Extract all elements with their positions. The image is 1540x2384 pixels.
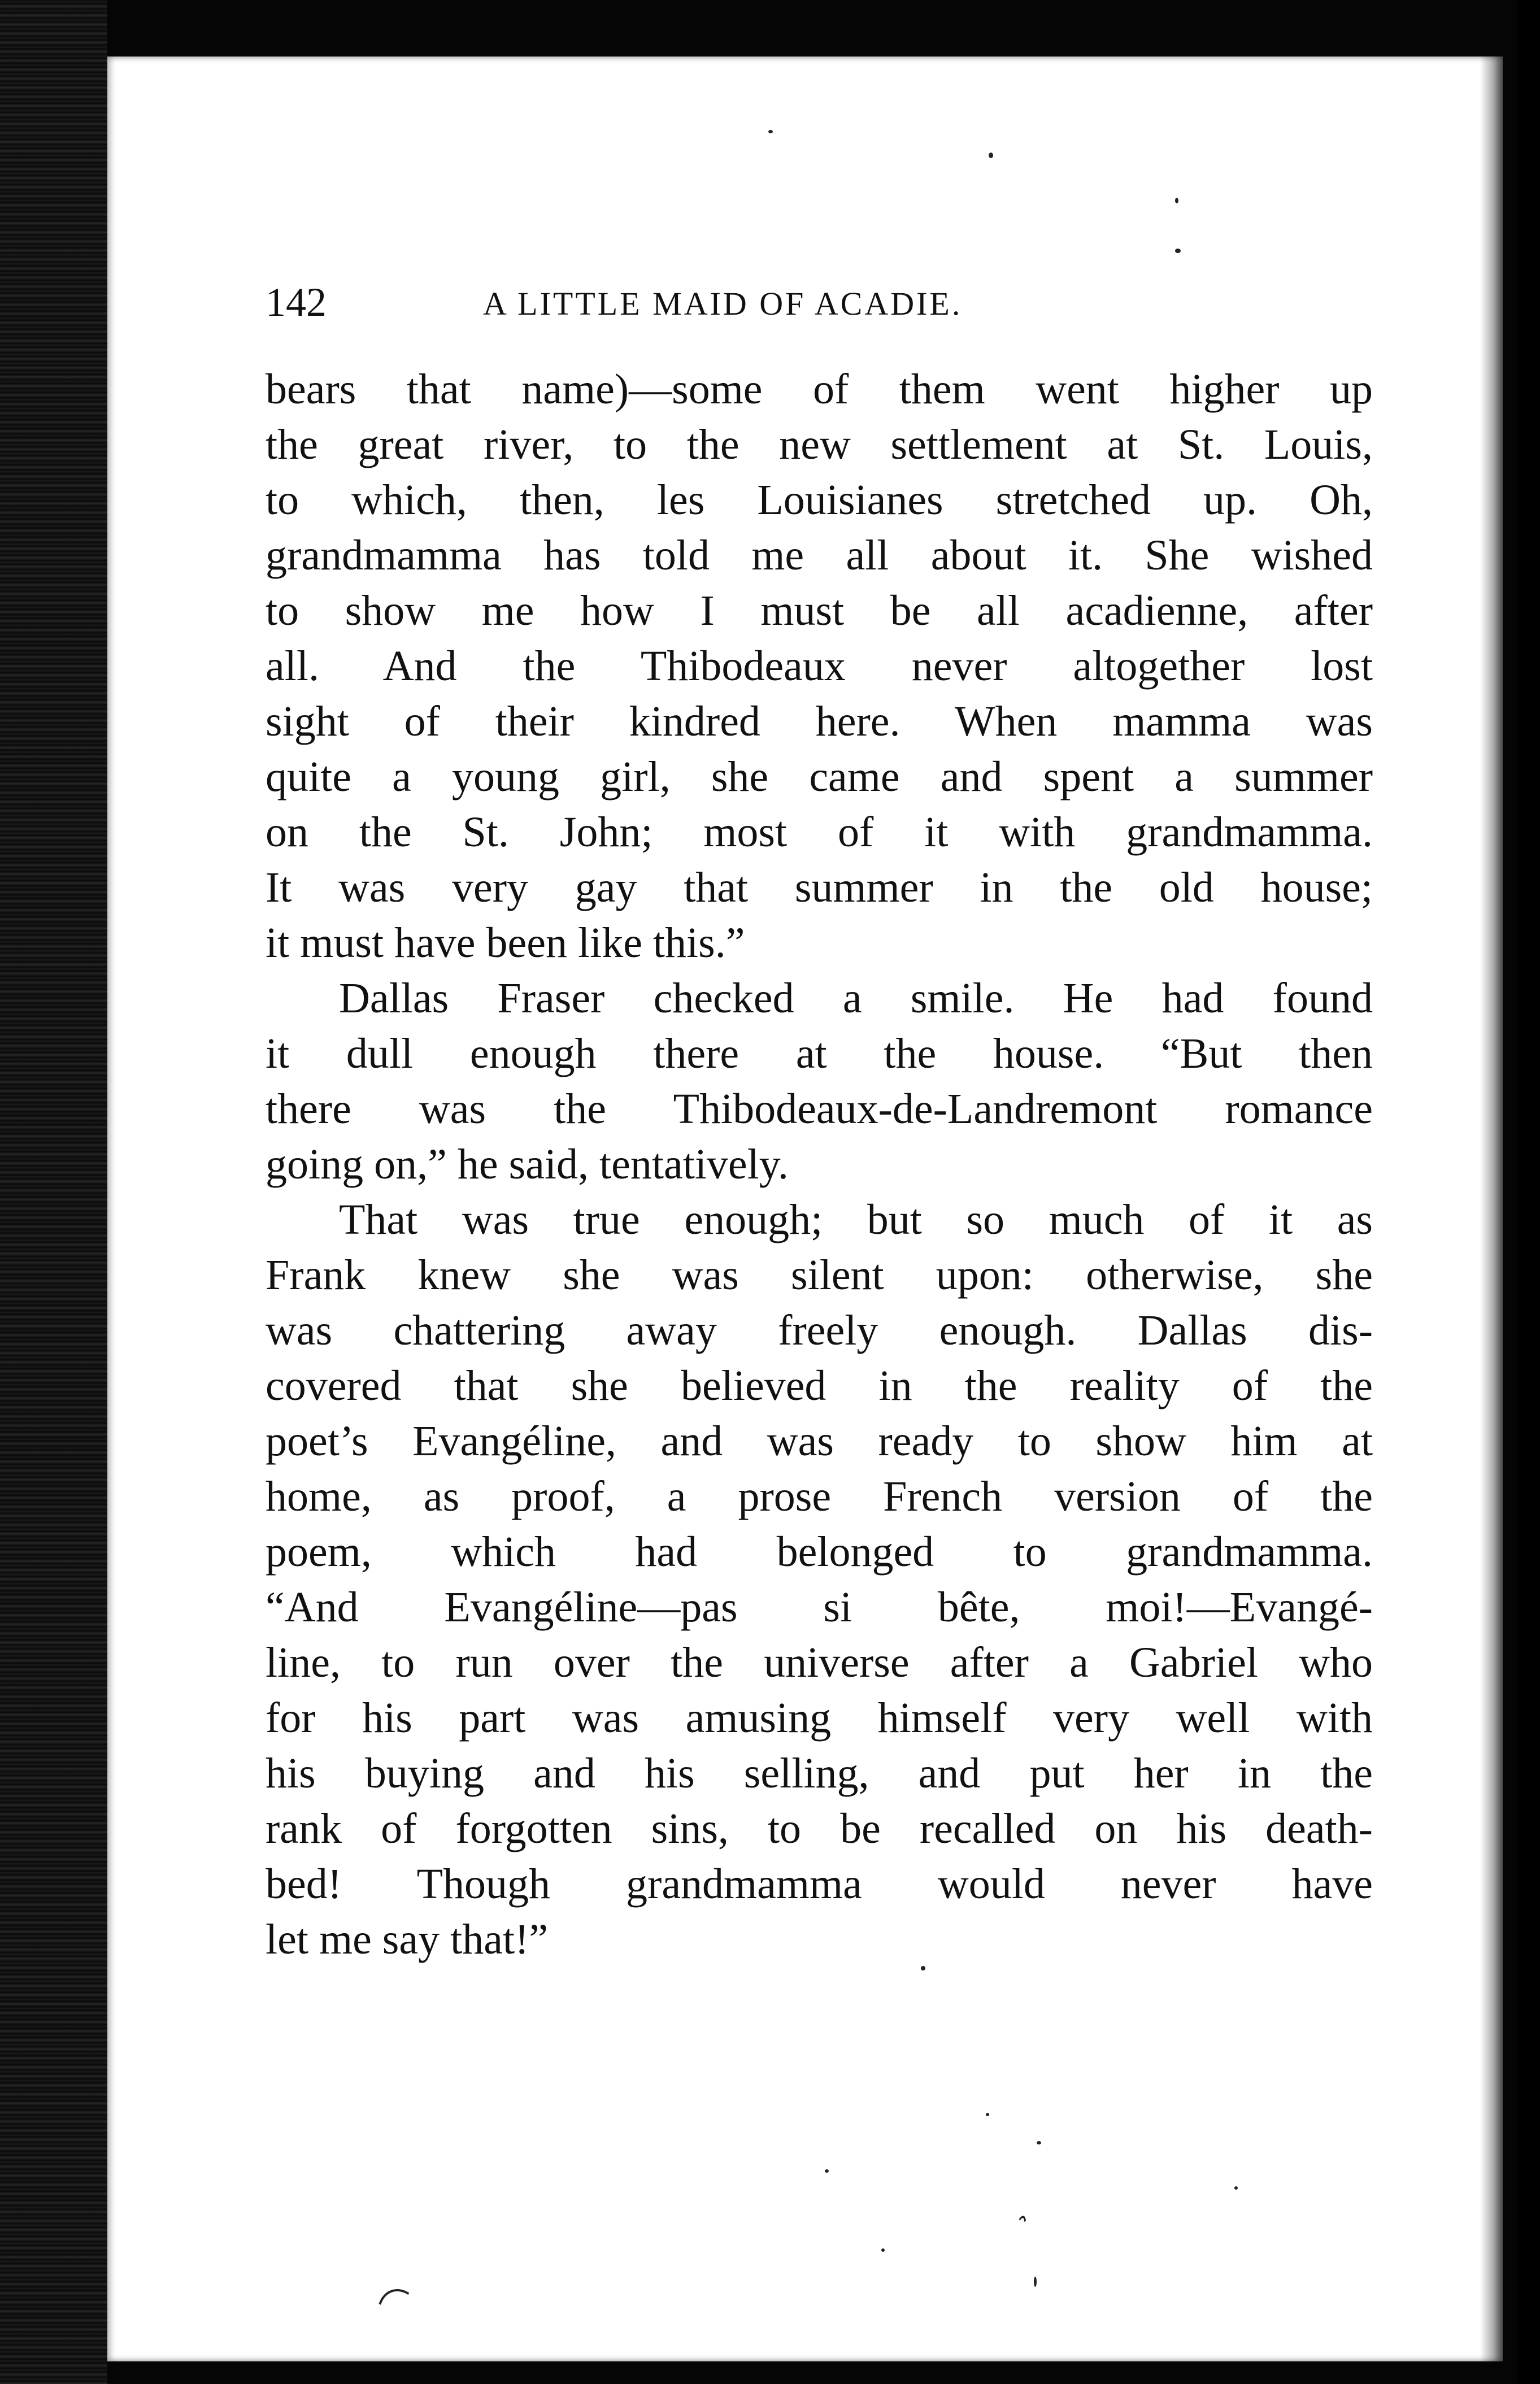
text-line: It was very gay that summer in the old house; xyxy=(266,864,1373,911)
text-line: line, to run over the universe after a Gabriel who xyxy=(266,1639,1373,1686)
text-line: there was the Thibodeaux-de-Landremont romance xyxy=(266,1085,1373,1133)
scan-speck xyxy=(1037,2141,1041,2144)
text-line: rank of forgotten sins, to be recalled on his death- xyxy=(266,1805,1373,1852)
text-line: it must have been like this.” xyxy=(266,919,745,967)
pencil-mark xyxy=(996,2214,1032,2294)
text-line: the great river, to the new settlement at St. Louis, xyxy=(266,421,1373,468)
gutter-shadow xyxy=(1480,56,1503,2361)
body-text xyxy=(266,362,1373,1967)
scan-speck xyxy=(881,2248,885,2252)
scan-speck xyxy=(825,2169,829,2173)
text-line: poem, which had belonged to grandmamma. xyxy=(266,1528,1373,1576)
running-title: A LITTLE MAID OF ACADIE. xyxy=(483,285,963,322)
running-head xyxy=(266,277,1169,328)
text-line: poet’s Evangéline, and was ready to show him at xyxy=(266,1417,1373,1465)
text-line: quite a young girl, she came and spent a summer xyxy=(266,753,1373,801)
text-line: all. And the Thibodeaux never altogether lost xyxy=(266,642,1373,690)
text-line: going on,” he said, tentatively. xyxy=(266,1141,789,1188)
text-line: was chattering away freely enough. Dallas dis- xyxy=(266,1307,1373,1354)
page-number: 142 xyxy=(266,280,327,325)
text-line: Dallas Fraser checked a smile. He had found xyxy=(339,975,1373,1022)
text-line: to show me how I must be all acadienne, after xyxy=(266,587,1373,634)
binding-shadow xyxy=(1517,0,1540,2384)
text-line: home, as proof, a prose French version of the xyxy=(266,1473,1373,1520)
page-stack-edge xyxy=(0,0,107,2384)
scan-speck xyxy=(1175,198,1178,203)
text-line: Frank knew she was silent upon: otherwise, she xyxy=(266,1251,1373,1299)
text-line: covered that she believed in the reality of the xyxy=(266,1362,1373,1409)
scan-speck xyxy=(989,153,993,158)
scan-speck xyxy=(1034,2277,1037,2287)
text-line: grandmamma has told me all about it. She wished xyxy=(266,532,1373,579)
text-line: bed! Though grandmamma would never have xyxy=(266,1860,1373,1908)
text-line: “And Evangéline—pas si bête, moi!—Evangé- xyxy=(266,1583,1373,1631)
text-line: let me say that!” xyxy=(266,1916,549,1963)
text-line: sight of their kindred here. When mamma was xyxy=(266,698,1373,745)
text-line: it dull enough there at the house. “But then xyxy=(266,1030,1373,1077)
text-line: on the St. John; most of it with grandmamma. xyxy=(266,808,1373,856)
text-line: That was true enough; but so much of it as xyxy=(339,1196,1373,1243)
text-line: bears that name)—some of them went higher up xyxy=(266,366,1373,413)
scan-speck xyxy=(1234,2186,1238,2190)
scan-speck xyxy=(1175,249,1181,253)
text-line: his buying and his selling, and put her in the xyxy=(266,1750,1373,1797)
text-line: for his part was amusing himself very well with xyxy=(266,1694,1373,1742)
text-line: to which, then, les Louisianes stretched up. Oh, xyxy=(266,476,1373,524)
scan-speck xyxy=(986,2113,989,2116)
scan-speck xyxy=(768,130,773,133)
pencil-mark xyxy=(368,2282,439,2366)
